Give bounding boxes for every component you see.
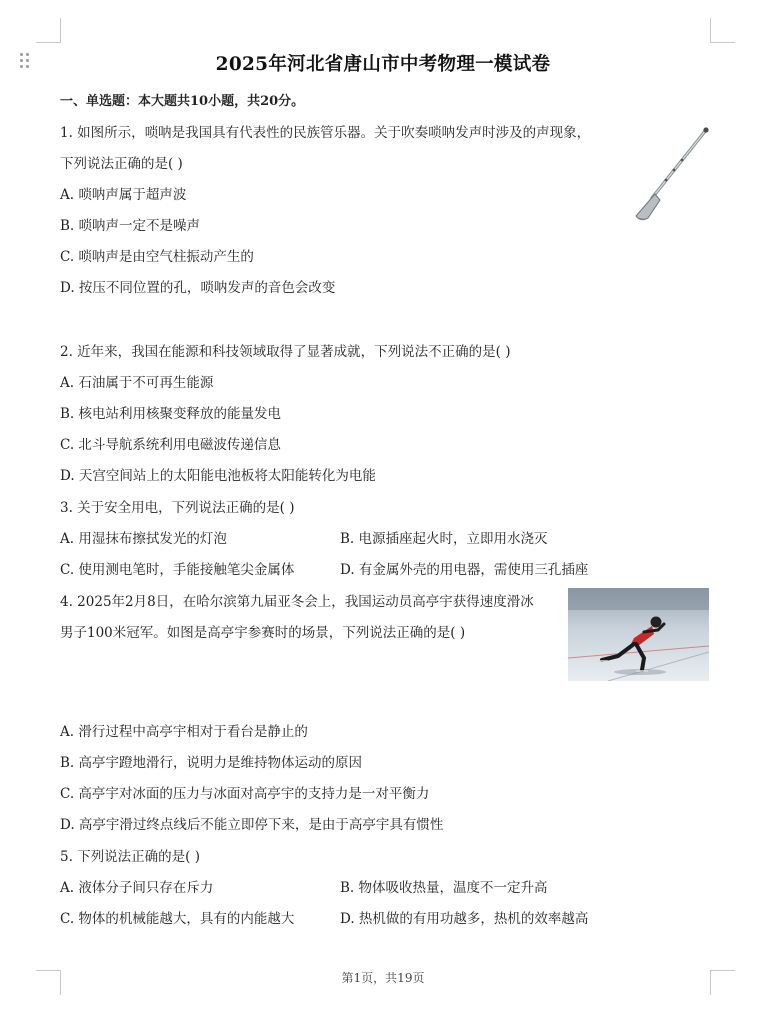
question-5-option-b: B. 物体吸收热量，温度不一定升高 [340,880,548,896]
question-2-option-a: A. 石油属于不可再生能源 [60,375,214,391]
question-3-option-b: B. 电源插座起火时，立即用水浇灭 [340,531,548,547]
section-heading: 一、单选题：本大题共10小题，共20分。 [60,94,305,109]
question-5-stem: 5. 下列说法正确的是( ) [60,849,200,865]
question-1-stem-line-2: 下列说法正确的是( ) [60,156,183,172]
speed-skater-image [568,588,709,681]
question-5-option-a: A. 液体分子间只存在斥力 [60,880,214,896]
question-2-stem: 2. 近年来，我国在能源和科技领域取得了显著成就，下列说法不正确的是( ) [60,344,511,360]
question-4-stem-line-2: 男子100米冠军。如图是高亭宇参赛时的场景，下列说法正确的是( ) [60,625,466,641]
page-number-footer: 第1页，共19页 [341,971,425,985]
question-4-option-b: B. 高亭宇蹬地滑行，说明力是维持物体运动的原因 [60,755,363,771]
question-4-stem-line-1: 4. 2025年2月8日，在哈尔滨第九届亚冬会上，我国运动员高亭宇获得速度滑冰 [60,594,534,610]
question-3-stem: 3. 关于安全用电，下列说法正确的是( ) [60,500,295,516]
question-2-option-c: C. 北斗导航系统利用电磁波传递信息 [60,437,281,453]
question-1-option-d: D. 按压不同位置的孔，唢呐发声的音色会改变 [60,280,336,296]
question-4-option-d: D. 高亭宇滑过终点线后不能立即停下来，是由于高亭宇具有惯性 [60,817,444,833]
question-5-option-c: C. 物体的机械能越大，具有的内能越大 [60,911,295,927]
question-1-option-a: A. 唢呐声属于超声波 [60,187,187,203]
question-1-option-c: C. 唢呐声是由空气柱振动产生的 [60,249,254,265]
question-2-option-d: D. 天宫空间站上的太阳能电池板将太阳能转化为电能 [60,468,376,484]
question-1-option-b: B. 唢呐声一定不是噪声 [60,218,201,234]
question-1-stem-line-1: 1. 如图所示，唢呐是我国具有代表性的民族管乐器。关于吹奏唢呐发声时涉及的声现象， [60,125,591,141]
crop-mark-top-left [36,18,61,43]
document-title: 2025年河北省唐山市中考物理一模试卷 [215,54,551,75]
question-3-option-d: D. 有金属外壳的用电器，需使用三孔插座 [340,562,589,578]
suona-image [622,124,712,224]
question-3-option-a: A. 用湿抹布擦拭发光的灯泡 [60,531,227,547]
question-5-option-d: D. 热机做的有用功越多，热机的效率越高 [340,911,589,927]
crop-mark-top-right [710,18,735,43]
question-3-option-c: C. 使用测电笔时，手能接触笔尖金属体 [60,562,295,578]
question-2-option-b: B. 核电站利用核聚变释放的能量发电 [60,406,282,422]
question-4-option-c: C. 高亭宇对冰面的压力与冰面对高亭宇的支持力是一对平衡力 [60,786,430,802]
question-4-option-a: A. 滑行过程中高亭宇相对于看台是静止的 [60,724,308,740]
